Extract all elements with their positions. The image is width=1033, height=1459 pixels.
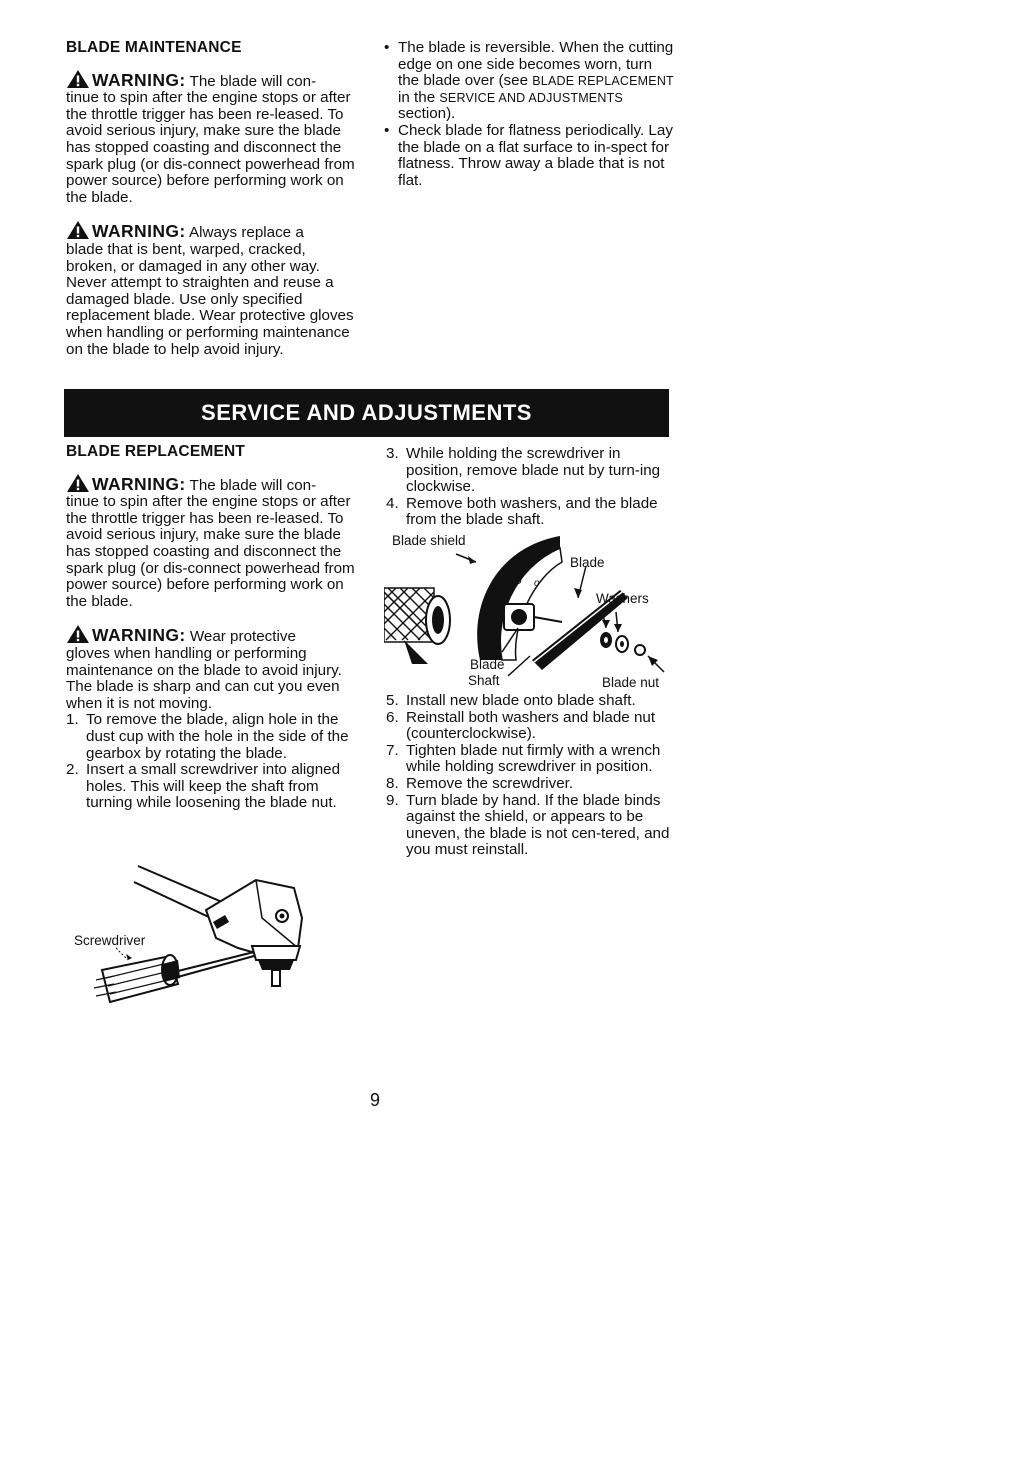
blade-assembly-illustration: [384, 528, 674, 692]
warning-label: WARNING:: [92, 625, 186, 646]
step-number: 4.: [386, 494, 399, 512]
step-number: 1.: [66, 711, 79, 729]
warning-label: WARNING:: [92, 69, 186, 90]
warning-block: [66, 473, 356, 611]
warning-triangle-icon: [66, 69, 90, 89]
warning-triangle-icon: [66, 473, 90, 493]
step-number: 7.: [386, 741, 399, 759]
blade-shaft-label-line2: Shaft: [468, 673, 500, 688]
svg-text:o: o: [516, 576, 522, 587]
step-number: 3.: [386, 445, 399, 462]
reference-blade-replacement: BLADE REPLACEMENT: [532, 74, 674, 89]
list-item: [384, 40, 674, 123]
warning-triangle-icon: [66, 220, 90, 240]
tip-text: The blade is reversible. When the cutting edge on one side becomes worn, turn the blade over (see: [398, 39, 674, 90]
washers-label: Washers: [596, 591, 649, 606]
warning-lead-text: Wear protective: [185, 628, 296, 646]
step-number: 9.: [386, 791, 399, 809]
blade-assembly-drawing: [384, 528, 674, 692]
warning-text: tinue to spin after the engine stops or after the throttle trigger has been re-leased. To avoid serious injury, make sure the blade has stopped coasting and disconnect the spark plug (or dis-connect powerhead from power source) before performing work on the blade.: [66, 89, 355, 206]
blade-replacement-section: [66, 444, 356, 812]
step-number: 8.: [386, 774, 399, 792]
tip-text: section).: [398, 105, 456, 123]
list-item: [66, 712, 356, 762]
reference-service-adjustments: SERVICE AND ADJUSTMENTS: [439, 90, 623, 105]
blade-nut-label: Blade nut: [602, 675, 660, 690]
blade-shield-label: Blade shield: [392, 533, 466, 548]
blade-label: Blade: [570, 555, 605, 570]
warning-block: [66, 69, 356, 207]
step-number: 6.: [386, 708, 399, 726]
step-text: To remove the blade, align hole in the dust cup with the hole in the side of the gearbox by rotating the blade.: [86, 711, 349, 762]
warning-lead-text: The blade will con-: [185, 476, 317, 494]
page-number: 9: [369, 1090, 380, 1110]
step-text: While holding the screwdriver in position, remove blade nut by turn-ing clockwise.: [406, 445, 661, 496]
tips-list: [384, 40, 674, 189]
warning-lead-text: Always replace a: [185, 224, 304, 242]
list-item: [386, 743, 681, 776]
list-item: [386, 776, 681, 793]
blade-maintenance-tips: [384, 40, 674, 189]
warning-label: WARNING:: [92, 473, 186, 494]
warning-triangle-icon: [66, 624, 90, 644]
svg-text:o: o: [534, 578, 540, 589]
step-text: Remove both washers, and the blade from the blade shaft.: [406, 494, 658, 529]
section-heading: BLADE MAINTENANCE: [66, 39, 242, 56]
screwdriver-illustration: [66, 860, 326, 1020]
blade-shaft-label-line1: Blade: [470, 657, 505, 672]
warning-text: gloves when handling or performing maintenance on the blade to avoid injury. The blade is sharp and can cut you even when it is not moving.: [66, 644, 342, 712]
warning-text: blade that is bent, warped, cracked, broken, or damaged in any other way. Never attempt to straighten and reuse a damaged blade. Use only specified replacement blade. Wear protective gloves when handling or performing maintenance on the blade to help avoid injury.: [66, 240, 354, 358]
steps-list: [386, 693, 681, 859]
list-item: [386, 710, 681, 743]
blade-maintenance-section: [66, 40, 356, 358]
steps-list: [386, 446, 676, 529]
tip-text: in the: [398, 88, 440, 106]
screwdriver-label: Screwdriver: [74, 933, 146, 948]
step-text: Turn blade by hand. If the blade binds against the shield, or appears to be uneven, the blade is not cen-tered, and you must reinstall.: [406, 791, 670, 859]
step-text: Remove the screwdriver.: [406, 774, 574, 792]
warning-block: [66, 220, 356, 358]
list-item: [386, 793, 681, 859]
warning-block: [66, 624, 356, 712]
tip-text: Check blade for flatness periodically. Lay the blade on a flat surface to in-spect for flatness. Throw away a blade that is not flat.: [398, 121, 673, 189]
blade-replacement-steps-part1: [386, 446, 676, 529]
steps-list: [66, 712, 356, 812]
section-banner: SERVICE AND ADJUSTMENTS: [64, 389, 669, 437]
section-heading: BLADE REPLACEMENT: [66, 443, 246, 460]
list-item: [386, 693, 681, 710]
step-number: 5.: [386, 692, 399, 709]
step-text: Insert a small screwdriver into aligned holes. This will keep the shaft from turning while loosening the blade nut.: [86, 761, 341, 812]
warning-lead-text: The blade will con-: [185, 72, 317, 90]
step-text: Tighten blade nut firmly with a wrench while holding screwdriver in position.: [406, 741, 661, 776]
step-text: Install new blade onto blade shaft.: [406, 692, 636, 709]
list-item: [384, 123, 674, 189]
warning-text: tinue to spin after the engine stops or after the throttle trigger has been re-leased. To avoid serious injury, make sure the blade has stopped coasting and disconnect the spark plug (or dis-connect powerhead from power source) before performing work on the blade.: [66, 493, 355, 610]
step-text: Reinstall both washers and blade nut (counterclockwise).: [406, 708, 656, 743]
blade-replacement-steps-part2: [386, 693, 681, 859]
list-item: [66, 762, 356, 812]
warning-label: WARNING:: [92, 221, 186, 242]
list-item: [386, 496, 676, 529]
step-number: 2.: [66, 761, 79, 779]
list-item: [386, 446, 676, 496]
